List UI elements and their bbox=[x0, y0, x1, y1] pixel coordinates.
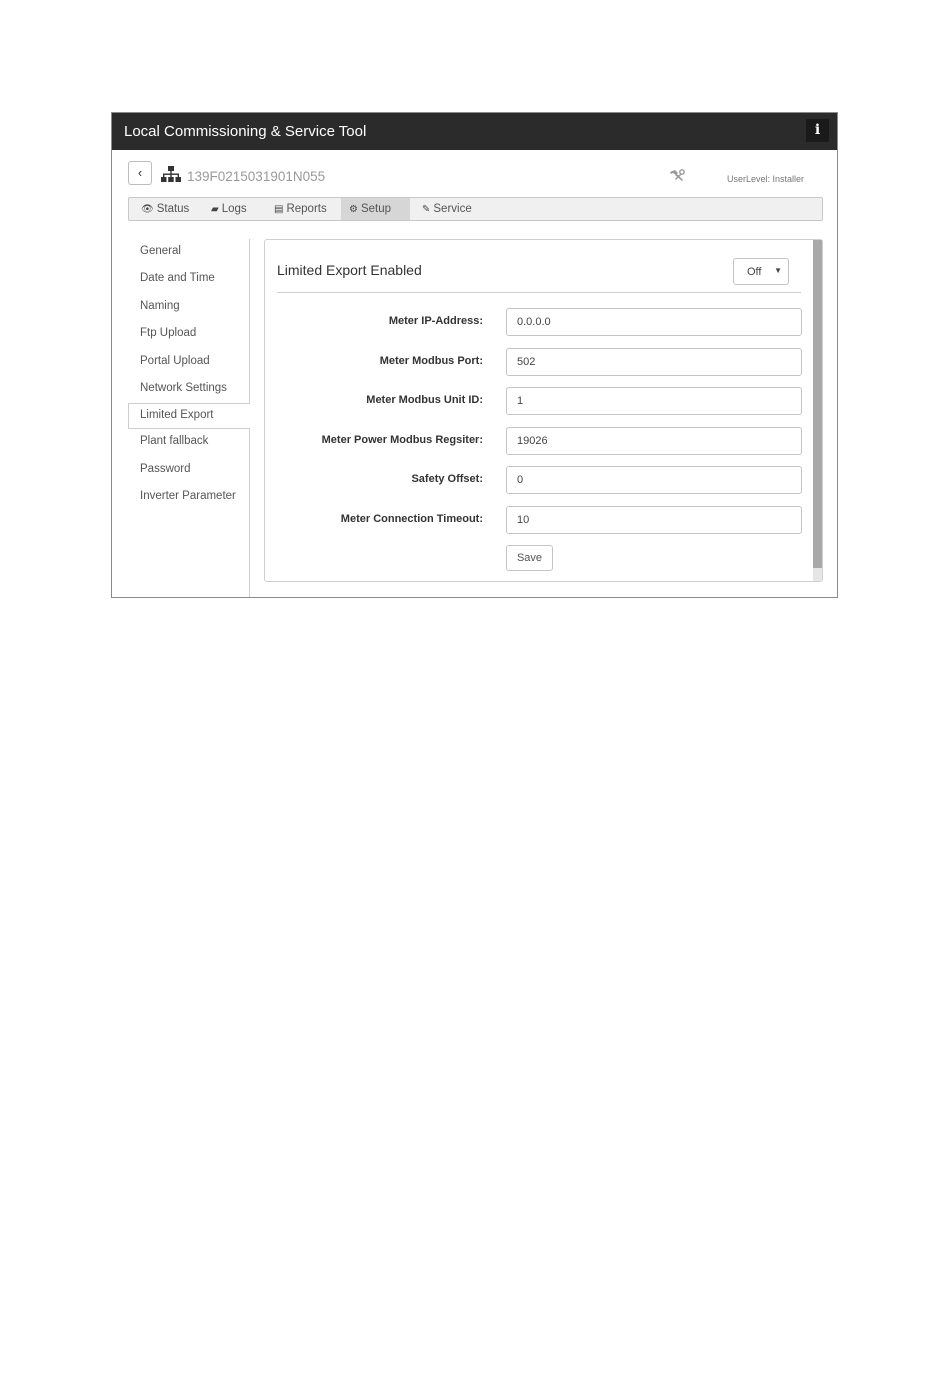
form-row bbox=[265, 466, 805, 494]
app-title: Local Commissioning & Service Tool bbox=[124, 123, 367, 140]
tab-label: Logs bbox=[221, 203, 247, 215]
caret-down-icon: ▼ bbox=[774, 266, 782, 275]
safety-offset-label: Safety Offset: bbox=[411, 473, 483, 485]
sidebar-item-limited-export[interactable]: Limited Export bbox=[128, 403, 250, 429]
meter-connection-timeout-input[interactable]: 10 bbox=[506, 506, 802, 534]
network-tree-icon bbox=[161, 166, 181, 183]
sidebar-item-portal-upload[interactable]: Portal Upload bbox=[140, 354, 210, 367]
sidebar-item-naming[interactable]: Naming bbox=[140, 299, 180, 312]
title-bar bbox=[112, 113, 837, 150]
tab-label: Status bbox=[156, 203, 190, 215]
back-button[interactable]: ‹ bbox=[128, 161, 152, 185]
meter-connection-timeout-label: Meter Connection Timeout: bbox=[340, 513, 483, 525]
tab-bar bbox=[128, 197, 823, 221]
wrench-icon: ✎ bbox=[422, 204, 431, 215]
meter-power-modbus-register-label: Meter Power Modbus Regsiter: bbox=[321, 434, 483, 446]
limited-export-panel bbox=[264, 239, 823, 582]
limited-export-toggle-select[interactable] bbox=[733, 258, 789, 285]
form-row bbox=[265, 308, 805, 336]
scrollbar-thumb[interactable] bbox=[813, 240, 822, 568]
save-button[interactable]: Save bbox=[506, 545, 553, 571]
safety-offset-input[interactable]: 0 bbox=[506, 466, 802, 494]
meter-modbus-port-label: Meter Modbus Port: bbox=[379, 355, 483, 367]
tab-label: Reports bbox=[286, 203, 327, 215]
meter-modbus-unit-id-input[interactable]: 1 bbox=[506, 387, 802, 415]
app-window bbox=[111, 112, 838, 598]
sidebar-item-date-and-time[interactable]: Date and Time bbox=[140, 272, 215, 285]
tab-status[interactable] bbox=[133, 198, 199, 220]
tab-logs[interactable] bbox=[203, 198, 263, 220]
tab-service[interactable] bbox=[414, 198, 486, 220]
sidebar-item-ftp-upload[interactable]: Ftp Upload bbox=[140, 327, 197, 340]
meter-power-modbus-register-input[interactable]: 19026 bbox=[506, 427, 802, 455]
tab-setup[interactable] bbox=[341, 198, 410, 220]
sidebar-item-password[interactable]: Password bbox=[140, 462, 191, 475]
form-row bbox=[265, 348, 805, 376]
info-button[interactable]: i bbox=[806, 119, 829, 142]
form-row bbox=[265, 506, 805, 534]
divider bbox=[277, 292, 801, 293]
sidebar-item-general[interactable]: General bbox=[140, 245, 181, 257]
meter-modbus-port-input[interactable]: 502 bbox=[506, 348, 802, 376]
setup-sidebar bbox=[128, 239, 250, 597]
toggle-value: Off bbox=[747, 266, 762, 278]
meter-modbus-unit-id-label: Meter Modbus Unit ID: bbox=[366, 394, 483, 406]
panel-scrollbar[interactable] bbox=[813, 240, 822, 581]
form-row bbox=[265, 427, 805, 455]
sidebar-item-plant-fallback[interactable]: Plant fallback bbox=[140, 435, 209, 448]
form-row bbox=[265, 387, 805, 415]
sidebar-item-inverter-parameter[interactable]: Inverter Parameter bbox=[140, 490, 236, 503]
sidebar-item-network-settings[interactable]: Network Settings bbox=[140, 381, 227, 394]
tab-label: Setup bbox=[360, 203, 392, 215]
user-level: UserLevel: Installer bbox=[727, 174, 805, 184]
eye-icon: 👁 bbox=[141, 204, 154, 215]
tab-label: Service bbox=[433, 203, 472, 215]
book-icon: ▰ bbox=[211, 204, 219, 215]
panel-title: Limited Export Enabled bbox=[277, 262, 422, 278]
gears-icon: ⚙ bbox=[349, 204, 358, 215]
tab-reports[interactable] bbox=[266, 198, 338, 220]
device-id: 139F0215031901N055 bbox=[187, 169, 326, 184]
tools-icon[interactable] bbox=[669, 169, 685, 183]
meter-ip-address-input[interactable]: 0.0.0.0 bbox=[506, 308, 802, 336]
document-icon: ▤ bbox=[274, 204, 284, 215]
meter-ip-address-label: Meter IP-Address: bbox=[388, 315, 483, 327]
